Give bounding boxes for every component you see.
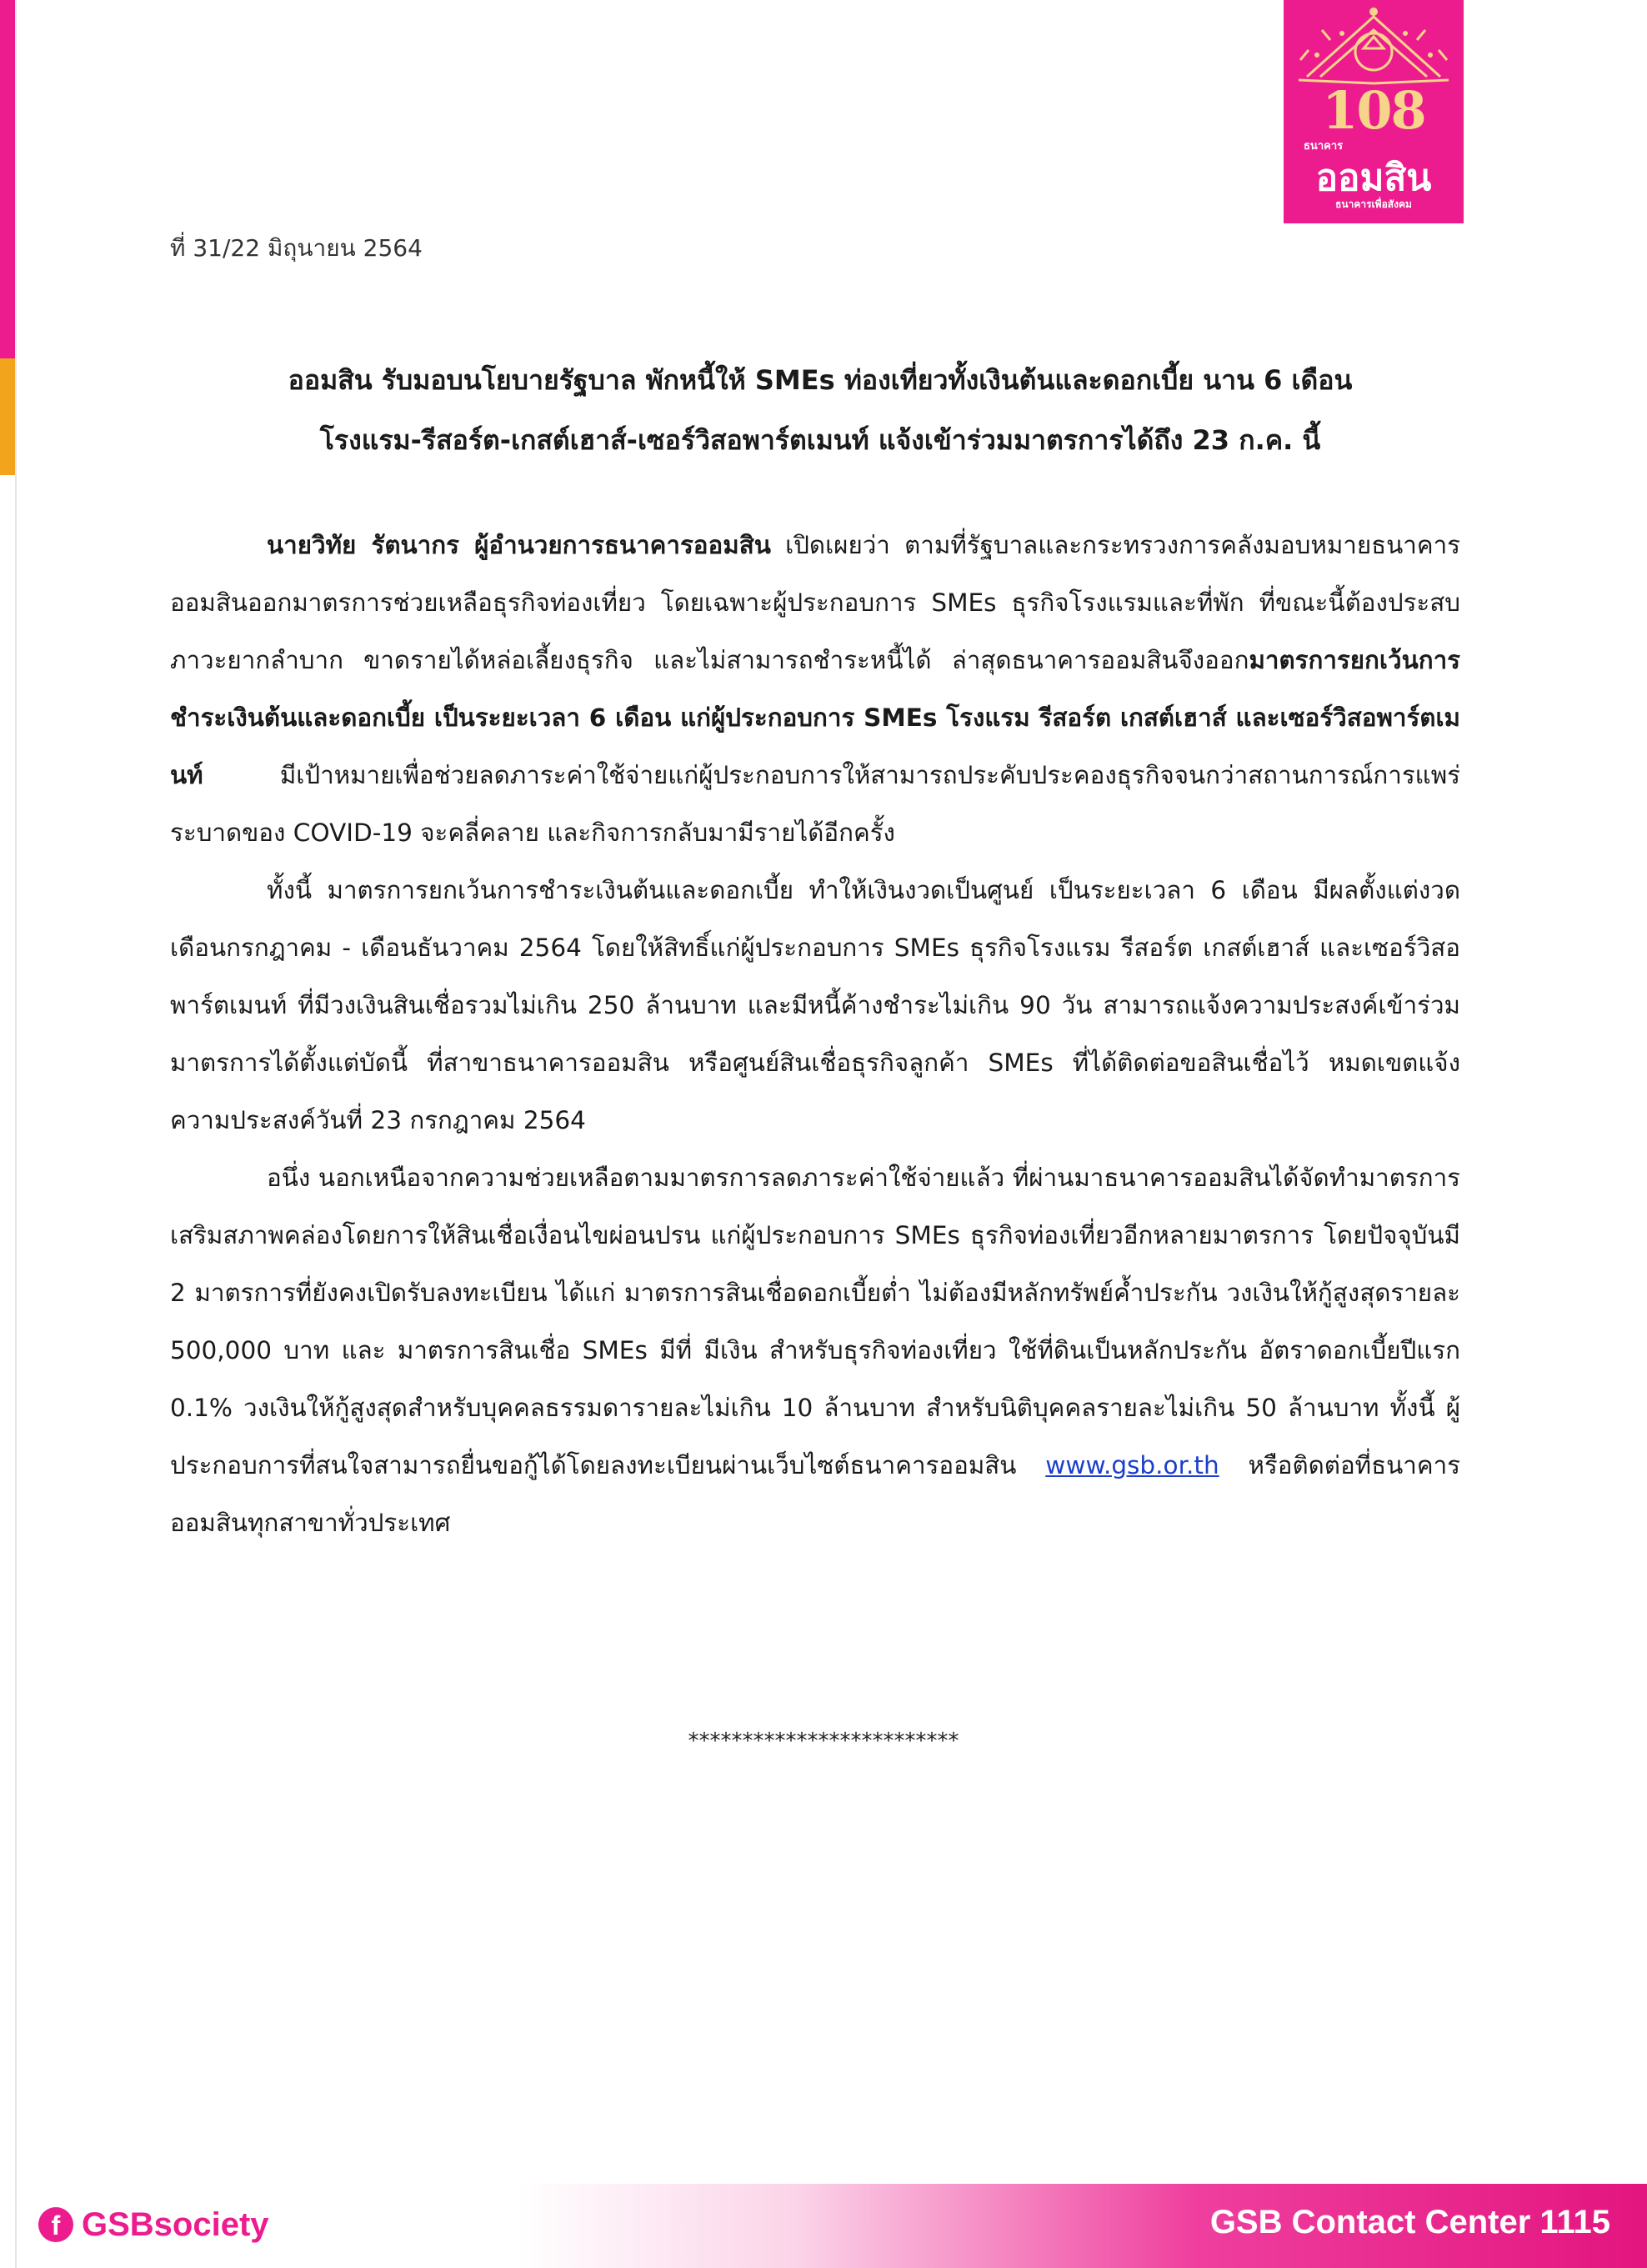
paragraph-1-text-a: เปิดเผยว่า ตามที่รัฐบาลและกระทรวงการคลังมอบหมายธนาคารออมสินออกมาตรการช่วยเหลือธุรกิจท่องเที่ยว โดยเฉพาะผู้ประกอบการ SMEs ธุรกิจโรงแรมและที่พัก ที่ขณะนี้ต้องประสบภาวะยากลำบาก ขาดรายได้หล่อเลี้ยงธุรกิจ และไม่สามารถชำระหนี้ได้ ล่าสุดธนาคารออมสินจึงออก bbox=[170, 531, 1460, 674]
paragraph-1 bbox=[170, 517, 1460, 862]
paragraph-3-text-b: หรือติดต่อที่ธนาคารออมสินทุกสาขาทั่วประเทศ bbox=[170, 1451, 1461, 1537]
footer-social[interactable] bbox=[38, 2204, 269, 2245]
paragraph-2: ทั้งนี้ มาตรการยกเว้นการชำระเงินต้นและดอกเบี้ย ทำให้เงินงวดเป็นศูนย์ เป็นระยะเวลา 6 เดือน มีผลตั้งแต่งวดเดือนกรกฎาคม - เดือนธันวาคม 2564 โดยให้สิทธิ์แก่ผู้ประกอบการ SMEs ธุรกิจโรงแรม รีสอร์ต เกสต์เฮาส์ และเซอร์วิสอพาร์ตเมนท์ ที่มีวงเงินสินเชื่อรวมไม่เกิน 250 ล้านบาท และมีหนี้ค้างชำระไม่เกิน 90 วัน สามารถแจ้งความประสงค์เข้าร่วมมาตรการได้ตั้งแต่บัดนี้ ที่สาขาธนาคารออมสิน หรือศูนย์สินเชื่อธุรกิจลูกค้า SMEs ที่ได้ติดต่อขอสินเชื่อไว้ หมดเขตแจ้งความประสงค์วันที่ 23 กรกฎาคม 2564 bbox=[170, 876, 1460, 1134]
paragraph-1-text-b: มีเป้าหมายเพื่อช่วยลดภาระค่าใช้จ่ายแก่ผู้ประกอบการให้สามารถประคับประคองธุรกิจจนกว่าสถานการณ์การแพร่ระบาดของ COVID-19 จะคลี่คลาย และกิจการกลับมามีรายได้อีกครั้ง bbox=[170, 761, 1460, 847]
logo-tagline: ธนาคารเพื่อสังคม bbox=[1335, 198, 1412, 210]
footer-contact-center: GSB Contact Center 1115 bbox=[1209, 2204, 1610, 2240]
logo-anniversary-number: 108 bbox=[1322, 80, 1425, 141]
document-reference: ที่ 31/22 มิถุนายน 2564 bbox=[170, 234, 423, 262]
paragraph-1-lead: นายวิทัย รัตนากร ผู้อำนวยการธนาคารออมสิน bbox=[267, 531, 771, 559]
facebook-icon: f bbox=[38, 2207, 73, 2242]
footer-social-label: GSBsociety bbox=[82, 2205, 269, 2243]
side-color-strip bbox=[0, 0, 15, 2268]
logo-small-label: ธนาคาร bbox=[1304, 140, 1344, 153]
title-line-2: โรงแรม-รีสอร์ต-เกสต์เฮาส์-เซอร์วิสอพาร์ตเมนท์ แจ้งเข้าร่วมมาตรการได้ถึง 23 ก.ค. นี้ bbox=[319, 424, 1321, 456]
paragraph-3 bbox=[170, 1149, 1460, 1552]
asterisk-separator: ************************* bbox=[688, 1729, 959, 1754]
paragraph-3-text-a: อนึ่ง นอกเหนือจากความช่วยเหลือตามมาตรการลดภาระค่าใช้จ่ายแล้ว ที่ผ่านมาธนาคารออมสินได้จัดทำมาตรการเสริมสภาพคล่องโดยการให้สินเชื่อเงื่อนไขผ่อนปรน แก่ผู้ประกอบการ SMEs ธุรกิจท่องเที่ยวอีกหลายมาตรการ โดยปัจจุบันมี 2 มาตรการที่ยังคงเปิดรับลงทะเบียน ได้แก่ มาตรการสินเชื่อดอกเบี้ยต่ำ ไม่ต้องมีหลักทรัพย์ค้ำประกัน วงเงินให้กู้สูงสุดรายละ 500,000 บาท และ มาตรการสินเชื่อ SMEs มีที่ มีเงิน สำหรับธุรกิจท่องเที่ยว ใช้ที่ดินเป็นหลักประกัน อัตราดอกเบี้ยปีแรก 0.1% วงเงินให้กู้สูงสุดสำหรับบุคคลธรรมดารายละไม่เกิน 10 ล้านบาท สำหรับนิติบุคคลรายละไม่เกิน 50 ล้านบาท ทั้งนี้ ผู้ประกอบการที่สนใจสามารถยื่นขอกู้ได้โดยลงทะเบียนผ่านเว็บไซต์ธนาคารออมสิน bbox=[170, 1164, 1460, 1479]
press-release-title bbox=[170, 350, 1470, 470]
title-line-1: ออมสิน รับมอบนโยบายรัฐบาล พักหนี้ให้ SMEs ท่องเที่ยวทั้งเงินต้นและดอกเบี้ย นาน 6 เดือน bbox=[288, 364, 1353, 396]
press-release-body bbox=[170, 517, 1460, 1552]
logo-bank-name: ออมสิน bbox=[1315, 157, 1432, 199]
gsb-logo bbox=[1284, 0, 1464, 223]
gsb-website-link[interactable]: www.gsb.or.th bbox=[1045, 1451, 1219, 1479]
footer bbox=[0, 2184, 1647, 2268]
paragraph-1-bold: มาตรการยกเว้นการชำระเงินต้นและดอกเบี้ย เป็นระยะเวลา 6 เดือน แก่ผู้ประกอบการ SMEs โรงแรม รีสอร์ต เกสต์เฮาส์ และเซอร์วิสอพาร์ตเมนท์ bbox=[170, 646, 1460, 789]
